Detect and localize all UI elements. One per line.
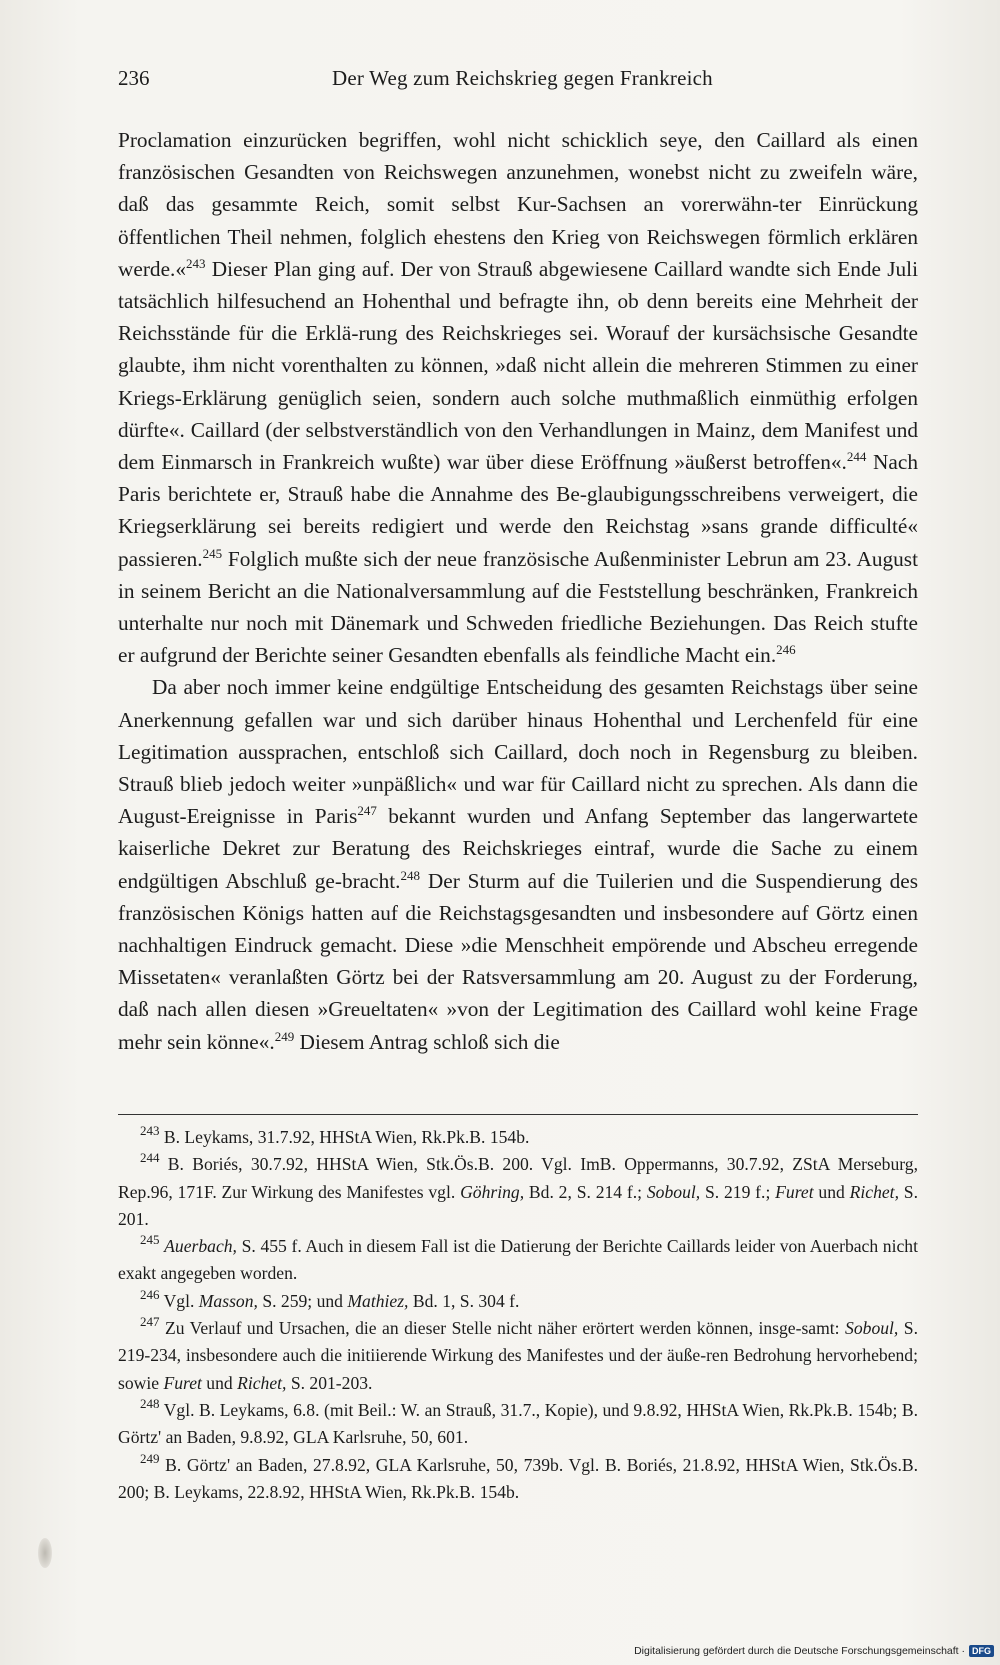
footnote-marker: 249: [140, 1450, 160, 1466]
text-run: und: [201, 1372, 238, 1393]
footnote-marker: 247: [357, 803, 377, 819]
text-run: und: [813, 1181, 850, 1202]
body-paragraph: [118, 124, 918, 671]
footnote-marker: 245: [202, 545, 223, 561]
cited-author: Masson,: [198, 1290, 258, 1311]
footnote: [118, 1288, 918, 1315]
cited-author: Furet: [775, 1181, 814, 1202]
footnote-marker: 244: [846, 449, 867, 465]
footnote: [118, 1315, 918, 1397]
text-run: Zu Verlauf und Ursachen, die an dieser Stelle nicht näher erörtert werden können, insge-samt:: [159, 1318, 846, 1339]
cited-author: Göhring,: [460, 1181, 525, 1202]
text-run: S. 219-234, insbesondere auch die initiierende Wirkung des Manifestes und der äuße-ren Bedrohung hervorhebend; sowie: [118, 1318, 918, 1393]
main-text: [118, 124, 918, 1058]
cited-author: Richet,: [237, 1372, 287, 1393]
text-run: Vgl.: [159, 1290, 199, 1311]
page-smudge: [38, 1538, 52, 1568]
text-run: Diesem Antrag schloß sich die: [294, 1029, 560, 1054]
text-run: B. Boriés, 30.7.92, HHStA Wien, Stk.Ös.B. 200. Vgl. ImB. Oppermanns, 30.7.92, ZStA Merseburg, Rep.96, 171F. Zur Wirkung des Manifestes vgl.: [118, 1154, 918, 1202]
footnote-marker: 249: [274, 1028, 295, 1044]
dfg-logo: DFG: [969, 1645, 994, 1657]
text-run: Vgl. B. Leykams, 6.8. (mit Beil.: W. an Strauß, 31.7., Kopie), und 9.8.92, HHStA Wien, Rk.Pk.B. 154b; B. Görtz' an Baden, 9.8.92, GLA Karlsruhe, 50, 601.: [118, 1399, 918, 1448]
text-run: Bd. 1, S. 304 f.: [408, 1290, 520, 1311]
footnotes: [118, 1124, 918, 1506]
page-number: 236: [118, 66, 150, 90]
cited-author: Furet: [163, 1372, 202, 1393]
running-head: Der Weg zum Reichskrieg gegen Frankreich: [332, 66, 713, 90]
text-run: B. Leykams, 31.7.92, HHStA Wien, Rk.Pk.B. 154b.: [159, 1127, 530, 1147]
text-run: bekannt wurden und Anfang September das langerwartete kaiserliche Dekret zur Beratung des Reichskrieges eintraf, wurde die Sache zu einem endgültigen Abschluß ge-bracht.: [118, 804, 918, 893]
text-run: Der Sturm auf die Tuilerien und die Suspendierung des französischen Königs hatten auf die Reichstagsgesandten und insbesondere auf Görtz einen nachhaltigen Eindruck gemacht. Diese »die Menschheit empörende und Abscheu erregende Missetaten« veranlaßten Görtz bei der Ratsversammlung am 20. August zu der Forderung, daß nach allen diesen »Greueltaten« »von der Legitimation des Caillard wohl keine Frage mehr sein könne«.: [118, 868, 918, 1054]
cited-author: Soboul,: [646, 1181, 701, 1202]
text-run: Bd. 2, S. 214 f.;: [524, 1181, 647, 1202]
footnote-marker: 243: [140, 1123, 160, 1138]
footnote: [118, 1151, 918, 1233]
footnote-marker: 247: [140, 1314, 160, 1330]
text-run: Da aber noch immer keine endgültige Entscheidung des gesamten Reichstags über seine Anerkennung gefallen war und sich darüber hinaus Hohenthal und Lerchenfeld für eine Legitimation aussprachen, entschloß sich Caillard, doch noch in Regensburg zu bleiben. Strauß blieb jedoch weiter »unpäßlich« und war für Caillard nicht zu sprechen. Als dann die August-Ereignisse in Paris: [118, 675, 918, 829]
text-run: S. 201-203.: [286, 1372, 373, 1393]
footnote-marker: 246: [776, 642, 796, 658]
page-header: [118, 66, 918, 98]
footnote-marker: 246: [140, 1286, 160, 1302]
cited-author: Richet,: [849, 1181, 899, 1202]
credit-text: Digitalisierung gefördert durch die Deutsche Forschungsgemeinschaft ·: [634, 1645, 965, 1657]
text-run: S. 219 f.;: [700, 1181, 776, 1202]
footnote: [118, 1397, 918, 1452]
footnote: [118, 1124, 918, 1151]
text-run: Proclamation einzurücken begriffen, wohl nicht schicklich seye, den Caillard als einen französischen Gesandten von Reichswegen anzunehmen, wonebst nicht zu zweifeln wäre, daß das gesammte Reich, somit selbst Kur-Sachsen an vorerwähn-ter Einrückung öffentlichen Theil nehmen, folglich ehestens den Krieg von Reichswegen förmlich erklären werde.«: [118, 128, 918, 281]
text-run: S. 259; und: [257, 1290, 348, 1311]
footnote: [118, 1233, 918, 1288]
footnote-marker: 243: [186, 255, 206, 271]
text-run: S. 201.: [118, 1181, 918, 1229]
footnote-rule: [118, 1114, 918, 1115]
footnote-marker: 245: [140, 1232, 160, 1248]
digitization-credit: [634, 1645, 994, 1657]
footnote: [118, 1452, 918, 1507]
footnote-marker: 244: [140, 1150, 160, 1166]
text-run: Folglich mußte sich der neue französische Außenminister Lebrun am 23. August in seinem Bericht an die Nationalversammlung auf die Feststellung beschränken, Frankreich unterhalte nur noch mit Dänemark und Schweden friedliche Beziehungen. Das Reich stufte er aufgrund der Berichte seiner Gesandten ebenfalls als feindliche Macht ein.: [118, 546, 918, 668]
cited-author: Auerbach,: [164, 1236, 237, 1257]
cited-author: Soboul,: [845, 1318, 899, 1339]
cited-author: Mathiez,: [347, 1290, 409, 1311]
text-run: Dieser Plan ging auf. Der von Strauß abgewiesene Caillard wandte sich Ende Juli tatsächlich hilfesuchend an Hohenthal und befragte ihn, ob denn bereits eine Mehrheit der Reichsstände für die Erklä-rung des Reichskrieges sei. Worauf der kursächsische Gesandte glaubte, ihm nicht vorenthalten zu können, »daß nicht allein die mehreren Stimmen zu einer Kriegs-Erklärung genüglich seien, sondern auch solche muthmaßlich einmüthig erfolgen dürfte«. Caillard (der selbstverständlich von den Verhandlungen in Mainz, dem Manifest und dem Einmarsch in Frankreich wußte) war über diese Eröffnung »äußerst betroffen«.: [118, 256, 918, 475]
body-paragraph: [118, 671, 918, 1057]
text-run: B. Görtz' an Baden, 27.8.92, GLA Karlsruhe, 50, 739b. Vgl. B. Boriés, 21.8.92, HHStA Wien, Stk.Ös.B. 200; B. Leykams, 22.8.92, HHStA Wien, Rk.Pk.B. 154b.: [118, 1454, 918, 1502]
footnote-marker: 248: [140, 1395, 160, 1411]
footnote-marker: 248: [400, 867, 420, 883]
text-run: Nach Paris berichtete er, Strauß habe die Annahme des Be-glaubigungsschreibens verweigert, die Kriegserklärung sei bereits redigiert und werde den Reichstag »sans grande difficulté« passieren.: [118, 450, 918, 571]
text-run: S. 455 f. Auch in diesem Fall ist die Datierung der Berichte Caillards leider von Auerbach nicht exakt angegeben worden.: [118, 1236, 918, 1284]
